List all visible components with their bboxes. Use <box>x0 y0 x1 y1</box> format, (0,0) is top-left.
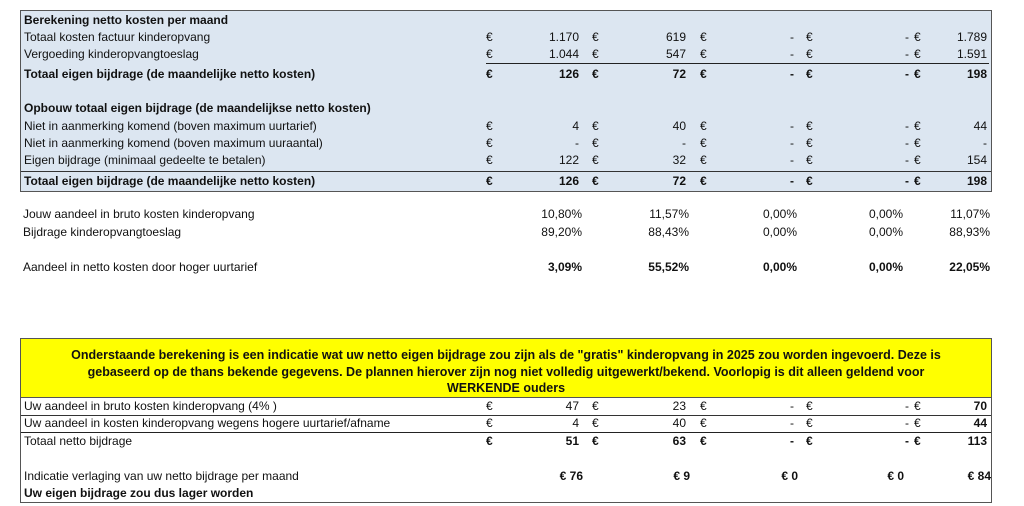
table-row: Aandeel in netto kosten door hoger uurtarief 3,09% 55,52% 0,00% 0,00% 22,05% <box>23 260 990 274</box>
subtotal-underline <box>21 432 991 433</box>
table-row: Uw aandeel in kosten kinderopvang wegens hogere uurtarief/afname € 4 € 40 € - € - € 44 <box>24 416 987 430</box>
notice-banner <box>20 338 992 398</box>
netto-kosten-table <box>20 10 992 192</box>
table-row: Vergoeding kinderopvangtoeslag € 1.044 € 547 € - € - € 1.591 <box>24 47 987 61</box>
subtotal-underline <box>486 63 989 64</box>
table-row: Bijdrage kinderopvangtoeslag 89,20% 88,43% 0,00% 0,00% 88,93% <box>23 225 990 239</box>
notice-text: Onderstaande berekening is een indicatie wat uw netto eigen bijdrage zou zijn als de "gratis" kinderopvang in 2025 zou worden ingevoerd. Deze is gebaseerd op de thans bekende gegevens. De plannen hierover zijn nog niet volledig uitgewerkt/bekend. Voorlopig is dit alleen geldend voor WERKENDE ouders <box>71 348 941 395</box>
table-row: Uw aandeel in bruto kosten kinderopvang (4% ) € 47 € 23 € - € - € 70 <box>24 399 987 413</box>
section-subtitle: Opbouw totaal eigen bijdrage (de maandelijkse netto kosten) <box>24 101 371 115</box>
table-row: Niet in aanmerking komend (boven maximum uurtarief) € 4 € 40 € - € - € 44 <box>24 119 987 133</box>
table-row: Totaal netto bijdrage € 51 € 63 € - € - € 113 <box>24 434 987 448</box>
conclusion-text: Uw eigen bijdrage zou dus lager worden <box>24 486 254 500</box>
table-row: Eigen bijdrage (minimaal gedeelte te betalen) € 122 € 32 € - € - € 154 <box>24 153 987 167</box>
total-separator <box>21 171 991 172</box>
table-row: Jouw aandeel in bruto kosten kinderopvang 10,80% 11,57% 0,00% 0,00% 11,07% <box>23 207 990 221</box>
table-row: Totaal eigen bijdrage (de maandelijke netto kosten) € 126 € 72 € - € - € 198 <box>24 174 987 188</box>
percentage-section <box>20 205 990 285</box>
gratis-opvang-table <box>20 396 992 503</box>
table-row: Totaal eigen bijdrage (de maandelijke netto kosten) € 126 € 72 € - € - € 198 <box>24 67 987 81</box>
table-row: Niet in aanmerking komend (boven maximum uuraantal) € - € - € - € - € - <box>24 136 987 150</box>
section-title: Berekening netto kosten per maand <box>24 13 229 27</box>
table-row: Totaal kosten factuur kinderopvang € 1.170 € 619 € - € - € 1.789 <box>24 30 987 44</box>
table-row: Indicatie verlaging van uw netto bijdrage per maand € 76 € 9 € 0 € 0 € 84 <box>24 469 991 483</box>
